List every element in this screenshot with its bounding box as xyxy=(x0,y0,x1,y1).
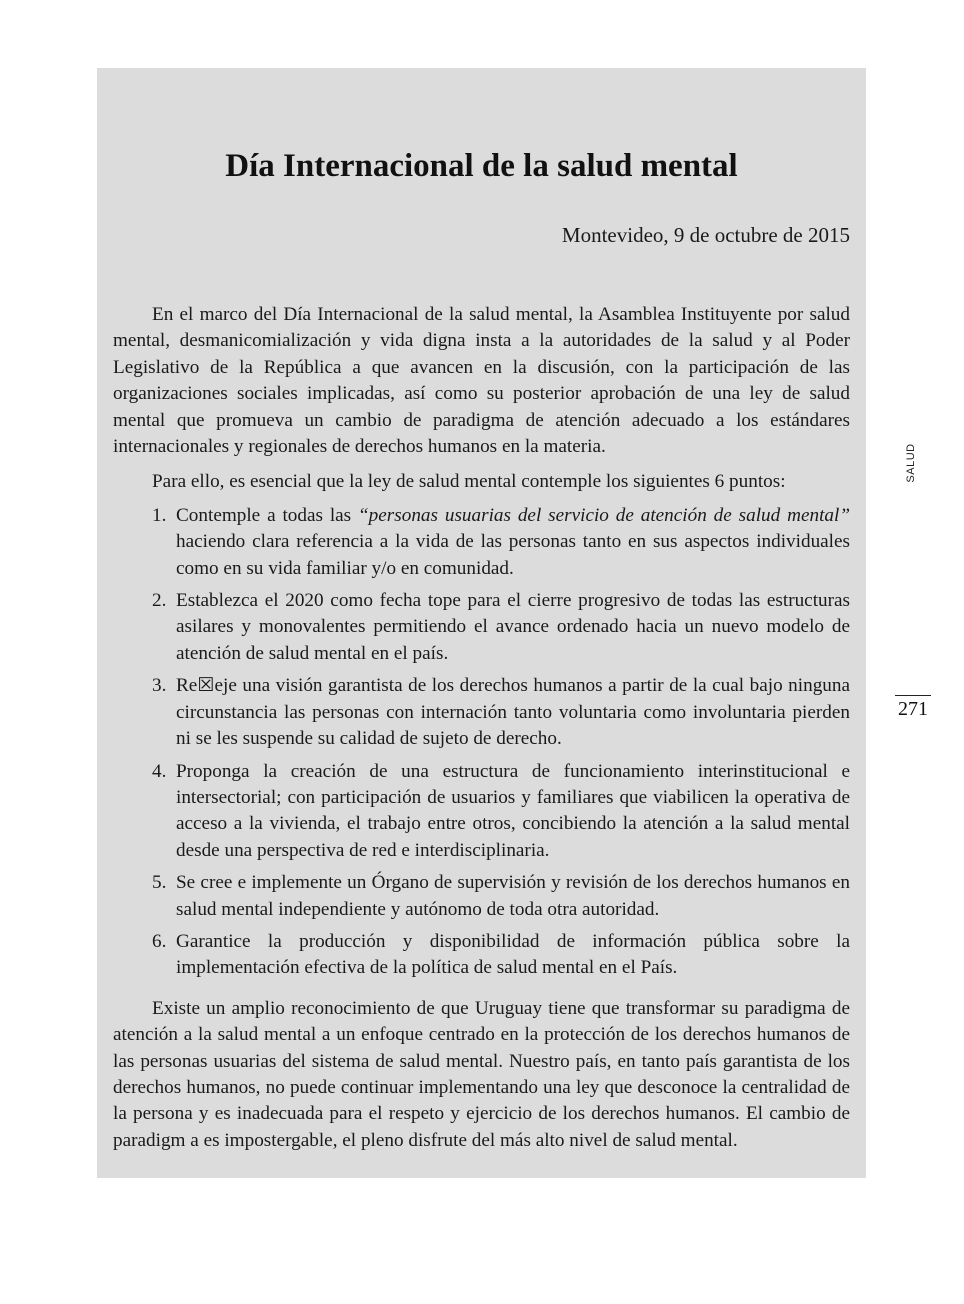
document-panel xyxy=(97,68,866,1178)
list-item xyxy=(113,503,850,582)
list-item-number: 5. xyxy=(152,872,167,894)
list-item-number: 2. xyxy=(152,590,167,612)
section-label: SALUD xyxy=(905,443,917,483)
list-item-number: 6. xyxy=(152,930,167,952)
list-item-number: 1. xyxy=(152,504,167,526)
list-item xyxy=(113,673,850,752)
opening-paragraph: En el marco del Día Internacional de la salud mental, la Asamblea Instituyente por salud mental, desmanicomialización y vida digna insta a la autoridades de la salud y al Poder Legislativo de la República a que avancen en la discusión, con la participación de las organizaciones sociales implicadas, así como su posterior aprobación de una ley de salud mental que promueva un cambio de paradigma de atención adecuado a los estándares internacionales y regionales de derechos humanos en la materia. xyxy=(113,304,850,458)
points-list xyxy=(113,503,850,982)
document-body xyxy=(113,302,850,1154)
quoted-phrase: “personas usuarias del servicio de atención de salud mental” xyxy=(358,504,850,526)
points-intro: Para ello, es esencial que la ley de salud mental contemple los siguientes 6 puntos: xyxy=(152,471,786,493)
list-item-number: 4. xyxy=(152,760,167,782)
dateline: Montevideo, 9 de octubre de 2015 xyxy=(561,223,850,247)
list-item-text: Re☒eje una visión garantista de los derechos humanos a partir de la cual bajo ninguna circunstancia las personas con internación tanto voluntaria como involuntaria pierden ni se les suspende su calidad de sujeto de derecho. xyxy=(176,675,850,750)
page-number: 271 xyxy=(898,698,928,720)
document-title: Día Internacional de la salud mental xyxy=(225,148,738,184)
list-item xyxy=(113,929,850,982)
list-item-text-end: haciendo clara referencia a la vida de las personas tanto en sus aspectos individuales como en su vida familiar y/o en comunidad. xyxy=(176,531,850,579)
closing-paragraph: Existe un amplio reconocimiento de que Uruguay tiene que transformar su paradigma de atención a la salud mental a un enfoque centrado en la protección de los derechos humanos de las personas usuarias del sistema de salud mental. Nuestro país, en tanto país garantista de los derechos humanos, no puede continuar implementando una ley que desconoce la centralidad de la persona y es inadecuada para el respeto y ejercicio de los derechos humanos. El cambio de paradigm a es impostergable, el pleno disfrute del más alto nivel de salud mental. xyxy=(113,997,850,1151)
page-number-rule xyxy=(895,695,931,696)
list-item-number: 3. xyxy=(152,675,167,697)
list-item xyxy=(113,870,850,923)
list-item-text: Garantice la producción y disponibilidad de información pública sobre la implementación efectiva de la política de salud mental en el País. xyxy=(176,930,850,979)
list-item xyxy=(113,759,850,865)
list-item-text: Establezca el 2020 como fecha tope para el cierre progresivo de todas las estructuras asilares y monovalentes permitiendo el avance ordenado hacia un nuevo modelo de atención de salud mental en el país. xyxy=(176,590,850,664)
list-item-text: Se cree e implemente un Órgano de supervisión y revisión de los derechos humanos en salud mental independiente y autónomo de toda otra autoridad. xyxy=(176,872,850,920)
list-item-text: Proponga la creación de una estructura de funcionamiento interinstitucional e intersectorial; con participación de usuarios y familiares que viabilicen la operativa de acceso a la vivienda, el trabajo entre otros, concibiendo la atención a la salud mental desde una perspectiva de red e interdisciplinaria. xyxy=(176,760,850,861)
list-item xyxy=(113,588,850,667)
list-item-text-start: Contemple a todas las xyxy=(176,504,359,526)
